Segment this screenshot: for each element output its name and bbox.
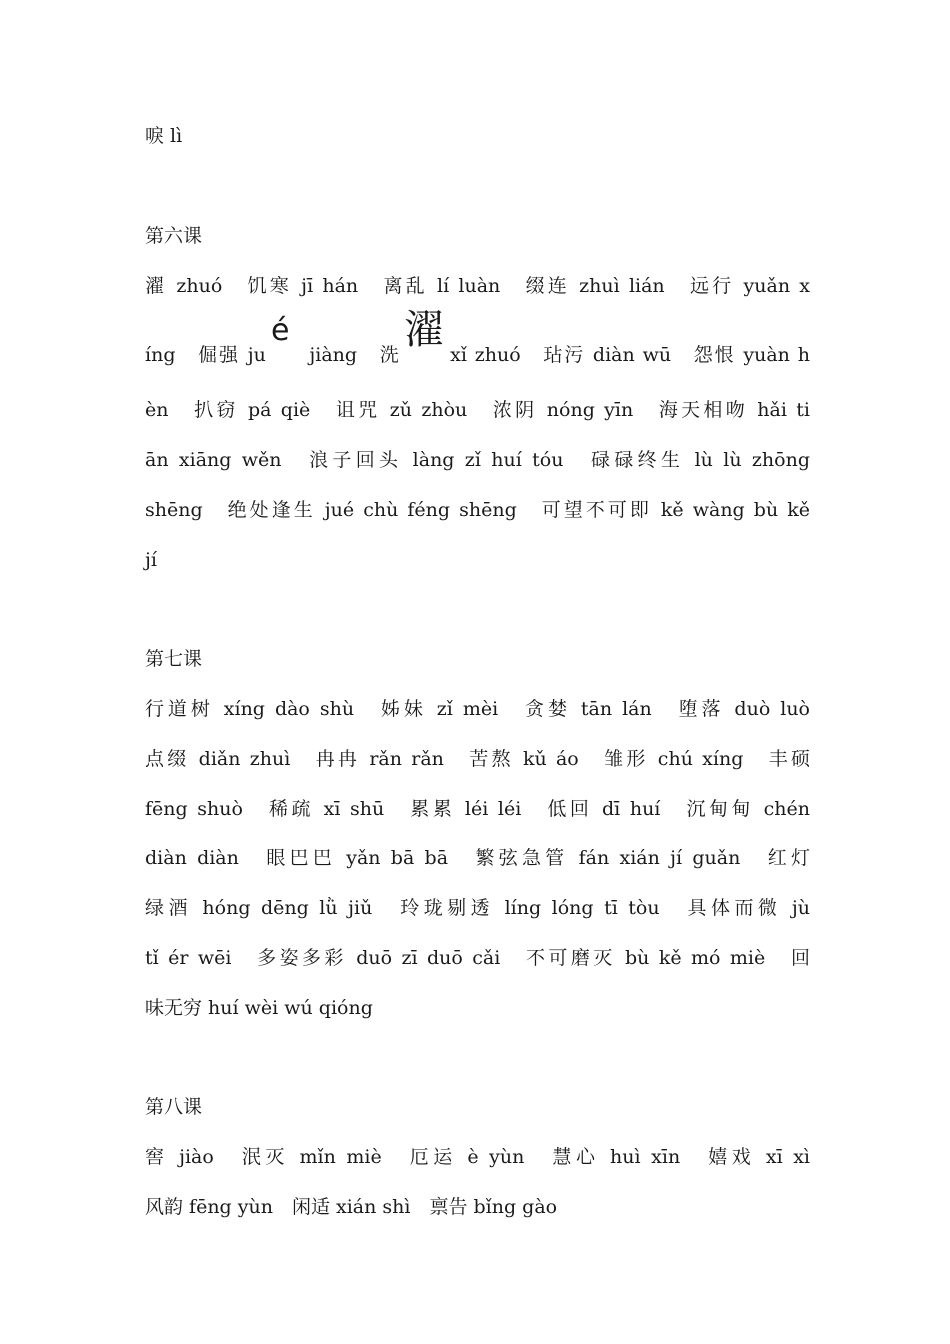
- floating-pinyin-e: é: [271, 313, 290, 348]
- lesson8-line: 窖 jiào 泯灭 mǐn miè 厄运 è yùn 慧心 huì xīn 嬉戏 xī xì: [145, 1146, 810, 1168]
- lesson6-line: íng 倔强 ju jiàng 洗 xǐ zhuó 玷污 diàn wū 怨恨 yuàn h: [145, 344, 810, 366]
- lesson6-line: 濯 zhuó 饥寒 jī hán 离乱 lí luàn 缀连 zhuì lián 远行 yuǎn x: [145, 275, 810, 297]
- lesson7-line: 点缀 diǎn zhuì 冉冉 rǎn rǎn 苦熬 kǔ áo 雏形 chú xíng 丰硕: [145, 748, 810, 770]
- lesson6-heading: 第六课: [145, 225, 203, 247]
- lesson7-line: 味无穷 huí wèi wú qióng: [145, 997, 373, 1019]
- lesson6-line: jí: [145, 549, 157, 571]
- lesson7-line: fēng shuò 稀疏 xī shū 累累 léi léi 低回 dī huí 沉甸甸 chén: [145, 798, 810, 820]
- lesson6-line: ān xiāng wěn 浪子回头 làng zǐ huí tóu 碌碌终生 lù lù zhōng: [145, 449, 810, 471]
- lesson8-heading: 第八课: [145, 1096, 203, 1118]
- lesson8-line: 风韵 fēng yùn 闲适 xián shì 禀告 bǐng gào: [145, 1196, 558, 1218]
- lesson7-heading: 第七课: [145, 648, 203, 670]
- lesson7-line: 绿酒 hóng dēng lǜ jiǔ 玲珑剔透 líng lóng tī tòu 具体而微 jù: [145, 897, 810, 919]
- lesson6-line: shēng 绝处逢生 jué chù féng shēng 可望不可即 kě wàng bù kě: [145, 499, 810, 521]
- top-fragment: 唳 lì: [145, 125, 183, 147]
- lesson7-line: diàn diàn 眼巴巴 yǎn bā bā 繁弦急管 fán xián jí guǎn 红灯: [145, 847, 810, 869]
- floating-character-zhuo: 濯: [404, 307, 444, 353]
- lesson7-line: 行道树 xíng dào shù 姊妹 zǐ mèi 贪婪 tān lán 堕落 duò luò: [145, 698, 810, 720]
- lesson6-line: èn 扒窃 pá qiè 诅咒 zǔ zhòu 浓阴 nóng yīn 海天相吻 hǎi ti: [145, 399, 810, 421]
- lesson7-line: tǐ ér wēi 多姿多彩 duō zī duō cǎi 不可磨灭 bù kě mó miè 回: [145, 947, 810, 969]
